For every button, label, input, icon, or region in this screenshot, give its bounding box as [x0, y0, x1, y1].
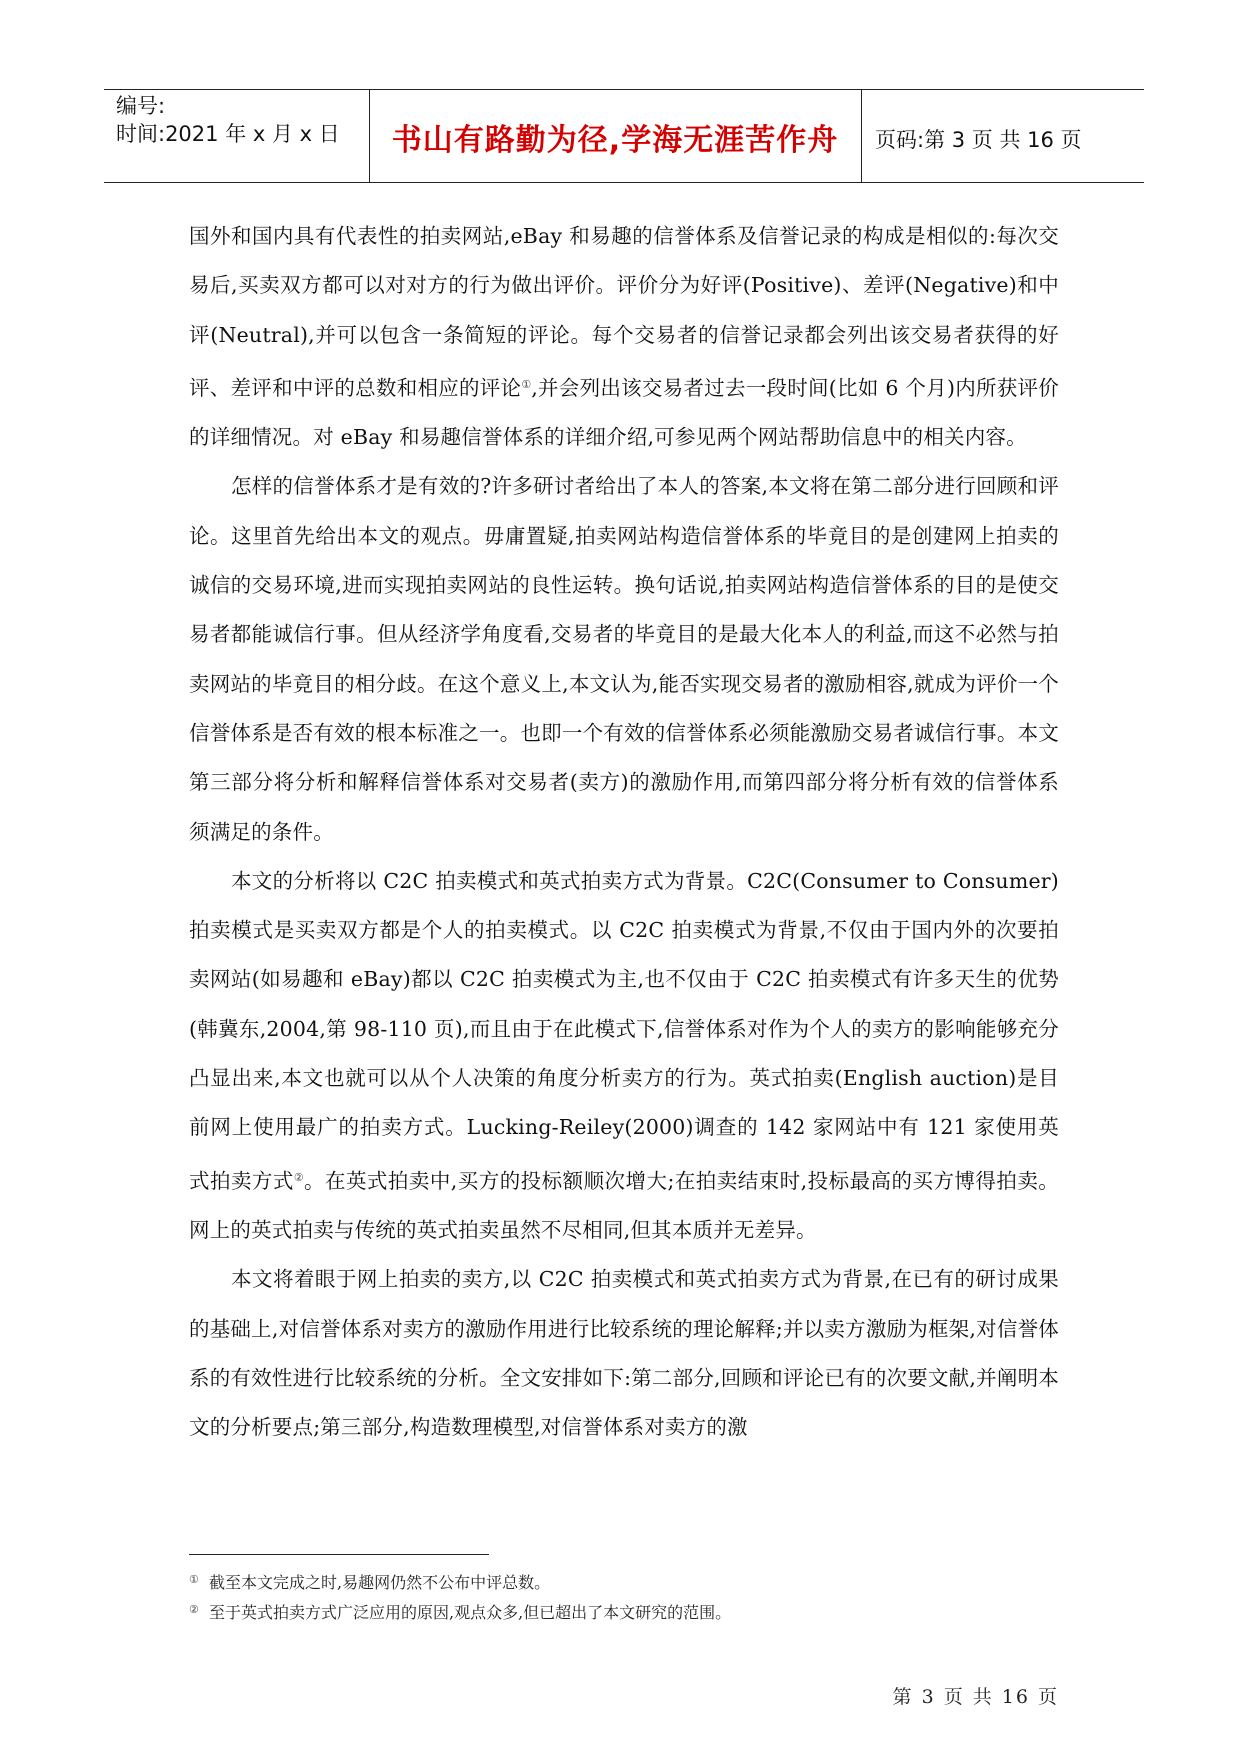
document-body: [189, 212, 1059, 1452]
paragraph-3: [189, 857, 1059, 1255]
header-bottom-rule: [104, 182, 1144, 183]
footnote-text: 截至本文完成之时,易趣网仍然不公布中评总数。: [209, 1573, 551, 1592]
paragraph-4: 本文将着眼于网上拍卖的卖方,以 C2C 拍卖模式和英式拍卖方式为背景,在已有的研讨成果的基础上,对信誉体系对卖方的激励作用进行比较系统的理论解释;并以卖方激励为框架,对信誉体系的有效性进行比较系统的分析。全文安排如下:第二部分,回顾和评论已有的次要文献,并阐明本文的分析要点;第三部分,构造数理模型,对信誉体系对卖方的激: [189, 1267, 1059, 1440]
paragraph-text: 国外和国内具有代表性的拍卖网站,eBay 和易趣的信誉体系及信誉记录的构成是相似的:每次交易后,买卖双方都可以对对方的行为做出评价。评价分为好评(Positive)、差评(Negative)和中评(Neutral),并可以包含一条简短的评论。每个交易者的信誉记录都会列出该交易者获得的好评、差评和中评的总数和相应的评论: [189, 224, 1059, 400]
footnote-ref-2[interactable]: ②: [293, 1170, 304, 1184]
paragraph-1: [189, 212, 1059, 462]
header-meta: [116, 92, 340, 148]
header-page-number: 页码:第 3 页 共 16 页: [875, 128, 1082, 152]
footnote-mark: ①: [189, 1573, 199, 1586]
header-top-rule: [104, 89, 1144, 90]
header-divider-right: [861, 89, 862, 182]
footnote-text: 至于英式拍卖方式广泛应用的原因,观点众多,但已超出了本文研究的范围。: [209, 1603, 732, 1622]
footnote-mark: ②: [189, 1603, 199, 1616]
serial-number-label: 编号:: [116, 94, 166, 118]
paragraph-text: ,并会列出该交易者过去一段时间(比如 6 个月)内所获评价的详细情况。对 eBay 和易趣信誉体系的详细介绍,可参见两个网站帮助信息中的相关内容。: [189, 375, 1059, 450]
page-footer: 第 3 页 共 16 页: [892, 1686, 1059, 1708]
paragraph-2: 怎样的信誉体系才是有效的?许多研讨者给出了本人的答案,本文将在第二部分进行回顾和评论。这里首先给出本文的观点。毋庸置疑,拍卖网站构造信誉体系的毕竟目的是创建网上拍卖的诚信的交易环境,进而实现拍卖网站的良性运转。换句话说,拍卖网站构造信誉体系的目的是使交易者都能诚信行事。但从经济学角度看,交易者的毕竟目的是最大化本人的利益,而这不必然与拍卖网站的毕竟目的相分歧。在这个意义上,本文认为,能否实现交易者的激励相容,就成为评价一个信誉体系是否有效的根本标准之一。也即一个有效的信誉体系必须能激励交易者诚信行事。本文第三部分将分析和解释信誉体系对交易者(卖方)的激励作用,而第四部分将分析有效的信誉体系须满足的条件。: [189, 474, 1059, 844]
header-motto: 书山有路勤为径,学海无涯苦作舟: [391, 123, 839, 158]
date-label: 时间:2021 年 x 月 x 日: [116, 122, 340, 146]
footnotes: [189, 1566, 1089, 1626]
footnote-1: [189, 1566, 1089, 1596]
footnote-ref-1[interactable]: ①: [521, 377, 532, 391]
paragraph-text: 本文的分析将以 C2C 拍卖模式和英式拍卖方式为背景。C2C(Consumer to Consumer)拍卖模式是买卖双方都是个人的拍卖模式。以 C2C 拍卖模式为背景,不仅由于国内外的次要拍卖网站(如易趣和 eBay)都以 C2C 拍卖模式为主,也不仅由于 C2C 拍卖模式有许多天生的优势(韩冀东,2004,第 98-110 页),而且由于在此模式下,信誉体系对作为个人的卖方的影响能够充分凸显出来,本文也就可以从个人决策的角度分析卖方的行为。英式拍卖(English auction)是目前网上使用最广的拍卖方式。Lucking-Reiley(2000)调查的 142 家网站中有 121 家使用英式拍卖方式: [189, 868, 1059, 1193]
footnote-2: [189, 1596, 1089, 1626]
footnote-separator: [189, 1554, 489, 1555]
paragraph-text: 。在英式拍卖中,买方的投标额顺次增大;在拍卖结束时,投标最高的买方博得拍卖。网上的英式拍卖与传统的英式拍卖虽然不尽相同,但其本质并无差异。: [189, 1168, 1059, 1242]
